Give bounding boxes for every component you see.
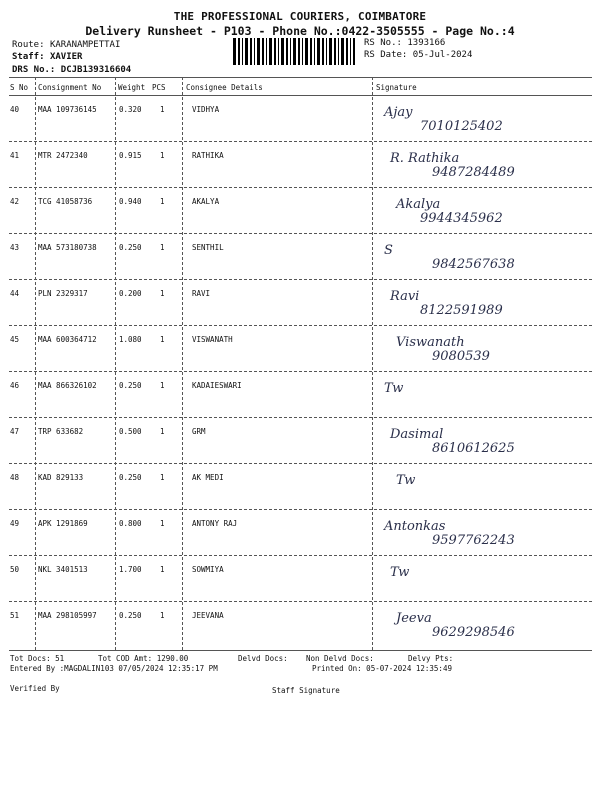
staff-signature: Staff Signature (272, 686, 340, 695)
row-separator (9, 325, 592, 326)
cell-consignment: NKL 3401513 (38, 565, 88, 574)
cell-consignment: KAD 829133 (38, 473, 84, 482)
cell-pcs: 1 (160, 335, 165, 344)
drs-label: DRS No.: (12, 65, 56, 75)
table-header-rule (9, 95, 592, 96)
cell-pcs: 1 (160, 473, 165, 482)
barcode-bar (305, 38, 308, 65)
col-divider (182, 77, 183, 650)
cell-pcs: 1 (160, 289, 165, 298)
cell-weight: 0.250 (119, 473, 142, 482)
cell-pcs: 1 (160, 197, 165, 206)
row-separator (9, 509, 592, 510)
barcode-bar (350, 38, 351, 65)
signature-name: Dasimal (390, 427, 444, 442)
barcode-bar (353, 38, 355, 65)
barcode-bar (298, 38, 300, 65)
barcode-bar (233, 38, 236, 65)
cell-weight: 0.200 (119, 289, 142, 298)
col-sno: S No (10, 83, 29, 92)
col-divider (115, 77, 116, 650)
cell-sno: 40 (10, 105, 20, 114)
barcode-bar (262, 38, 264, 65)
cell-weight: 0.800 (119, 519, 142, 528)
tot-cod: Tot COD Amt: 1290.00 (98, 654, 189, 663)
staff-label: Staff: (12, 52, 45, 62)
cell-consignment: APK 1291869 (38, 519, 88, 528)
cell-pcs: 1 (160, 151, 165, 160)
col-consignee: Consignee Details (186, 83, 263, 92)
barcode-bar (326, 38, 327, 65)
cell-consignee: SOWMIYA (192, 565, 224, 574)
signature-phone: 8122591989 (420, 303, 503, 318)
printed-on: Printed On: 05-07-2024 12:35:49 (312, 664, 452, 673)
cell-consignee: VISWANATH (192, 335, 233, 344)
row-separator (9, 555, 592, 556)
signature-name: Jeeva (396, 611, 432, 626)
signature-name: Antonkas (384, 519, 446, 534)
tot-docs: Tot Docs: 51 (10, 654, 65, 663)
signature-name: Viswanath (396, 335, 465, 350)
cell-pcs: 1 (160, 427, 165, 436)
cell-sno: 42 (10, 197, 20, 206)
rs-date-label: RS Date: (364, 50, 408, 60)
barcode-bar (310, 38, 312, 65)
signature-phone: 9080539 (432, 349, 490, 364)
cell-weight: 1.080 (119, 335, 142, 344)
signature-phone: 9597762243 (432, 533, 515, 548)
runsheet-title: Delivery Runsheet - P103 - Phone No.:0422-3505555 - Page No.:4 (85, 24, 515, 38)
staff-value: XAVIER (49, 52, 83, 62)
signature-phone: 9629298546 (432, 625, 515, 640)
cell-weight: 0.250 (119, 381, 142, 390)
rs-date-line (364, 50, 472, 60)
barcode-bar (266, 38, 267, 65)
route-label: Route: (12, 40, 45, 50)
row-separator (9, 141, 592, 142)
barcode-bar (238, 38, 240, 65)
barcode-bar (269, 38, 272, 65)
totals-line (10, 654, 64, 663)
row-separator (9, 187, 592, 188)
barcode-bar (341, 38, 344, 65)
cell-consignment: MAA 109736145 (38, 105, 97, 114)
barcode-bar (250, 38, 252, 65)
company-title: THE PROFESSIONAL COURIERS, COIMBATORE (173, 10, 427, 23)
barcode-bar (293, 38, 296, 65)
barcode-bar (281, 38, 284, 65)
signature-phone: 8610612625 (432, 441, 515, 456)
cell-consignee: ANTONY RAJ (192, 519, 238, 528)
barcode-bar (242, 38, 243, 65)
cell-weight: 0.940 (119, 197, 142, 206)
cell-sno: 45 (10, 335, 20, 344)
barcode-bar (278, 38, 279, 65)
cell-consignment: PLN 2329317 (38, 289, 88, 298)
row-separator (9, 417, 592, 418)
row-separator (9, 371, 592, 372)
cell-sno: 43 (10, 243, 20, 252)
cell-consignee: AK MEDI (192, 473, 224, 482)
cell-sno: 44 (10, 289, 20, 298)
row-separator (9, 601, 592, 602)
cell-pcs: 1 (160, 519, 165, 528)
signature-phone: 9944345962 (420, 211, 503, 226)
barcode-bar (254, 38, 255, 65)
rs-no-value: 1393166 (407, 38, 446, 48)
signature-name: S (384, 243, 393, 258)
row-separator (9, 279, 592, 280)
row-separator (9, 463, 592, 464)
signature-phone: 9842567638 (432, 257, 515, 272)
rs-no-label: RS No.: (364, 38, 402, 48)
cell-consignee: AKALYA (192, 197, 220, 206)
drs-value: DCJB139316604 (60, 65, 132, 75)
cell-consignment: MAA 573180738 (38, 243, 97, 252)
staff-line (12, 52, 82, 62)
signature-name: R. Rathika (390, 151, 460, 166)
col-divider (35, 77, 36, 650)
cell-weight: 0.250 (119, 243, 142, 252)
cell-sno: 47 (10, 427, 20, 436)
route-value: KARANAMPETTAI (49, 40, 121, 50)
signature-name: Akalya (396, 197, 441, 212)
cell-weight: 1.700 (119, 565, 142, 574)
cell-sno: 51 (10, 611, 20, 620)
cell-consignee: KADAIESWARI (192, 381, 242, 390)
col-divider (372, 77, 373, 650)
col-weight: Weight (118, 83, 146, 92)
barcode-bar (245, 38, 248, 65)
table-bottom-rule (9, 650, 592, 651)
verified-by: Verified By (10, 684, 60, 693)
barcode-bar (322, 38, 324, 65)
barcode-image (232, 38, 356, 65)
col-consignment: Consignment No (38, 83, 102, 92)
cell-consignee: RAVI (192, 289, 211, 298)
non-delvd-docs: Non Delvd Docs: (306, 654, 374, 663)
route-line (12, 40, 120, 50)
signature-phone: 9487284489 (432, 165, 515, 180)
table-top-rule (9, 77, 592, 78)
col-pcs: PCS (152, 83, 166, 92)
signature-name: Ravi (390, 289, 420, 304)
delvy-pts: Delvy Pts: (408, 654, 454, 663)
cell-consignee: GRM (192, 427, 206, 436)
cell-pcs: 1 (160, 243, 165, 252)
drs-line (12, 65, 131, 75)
cell-pcs: 1 (160, 565, 165, 574)
barcode-bar (329, 38, 332, 65)
cell-weight: 0.500 (119, 427, 142, 436)
barcode-bar (274, 38, 276, 65)
cell-sno: 41 (10, 151, 20, 160)
cell-consignment: MTR 2472340 (38, 151, 88, 160)
cell-consignment: MAA 298105997 (38, 611, 97, 620)
col-signature: Signature (376, 83, 417, 92)
cell-pcs: 1 (160, 105, 165, 114)
cell-pcs: 1 (160, 381, 165, 390)
barcode-bar (302, 38, 303, 65)
entered-by: Entered By :MAGDALIN103 07/05/2024 12:35:17 PM (10, 664, 218, 673)
cell-consignee: SENTHIL (192, 243, 224, 252)
barcode-bar (317, 38, 320, 65)
cell-weight: 0.915 (119, 151, 142, 160)
barcode-bar (290, 38, 291, 65)
cell-consignment: MAA 600364712 (38, 335, 97, 344)
cell-consignment: TCG 41058736 (38, 197, 93, 206)
signature-name: Tw (384, 381, 404, 396)
rs-no-line (364, 38, 445, 48)
barcode-bar (338, 38, 339, 65)
cell-weight: 0.250 (119, 611, 142, 620)
barcode-bar (314, 38, 315, 65)
signature-name: Ajay (384, 105, 413, 120)
cell-consignee: JEEVANA (192, 611, 224, 620)
barcode-bar (286, 38, 288, 65)
signature-name: Tw (396, 473, 416, 488)
cell-sno: 48 (10, 473, 20, 482)
cell-weight: 0.320 (119, 105, 142, 114)
barcode-bar (334, 38, 336, 65)
row-separator (9, 233, 592, 234)
cell-consignee: VIDHYA (192, 105, 220, 114)
cell-sno: 49 (10, 519, 20, 528)
cell-sno: 46 (10, 381, 20, 390)
cell-sno: 50 (10, 565, 20, 574)
delvd-docs: Delvd Docs: (238, 654, 288, 663)
cell-consignment: TRP 633682 (38, 427, 84, 436)
barcode-bar (257, 38, 260, 65)
cell-consignee: RATHIKA (192, 151, 224, 160)
rs-date-value: 05-Jul-2024 (412, 50, 473, 60)
cell-pcs: 1 (160, 611, 165, 620)
cell-consignment: MAA 866326102 (38, 381, 97, 390)
signature-name: Tw (390, 565, 410, 580)
barcode-bar (346, 38, 348, 65)
signature-phone: 7010125402 (420, 119, 503, 134)
